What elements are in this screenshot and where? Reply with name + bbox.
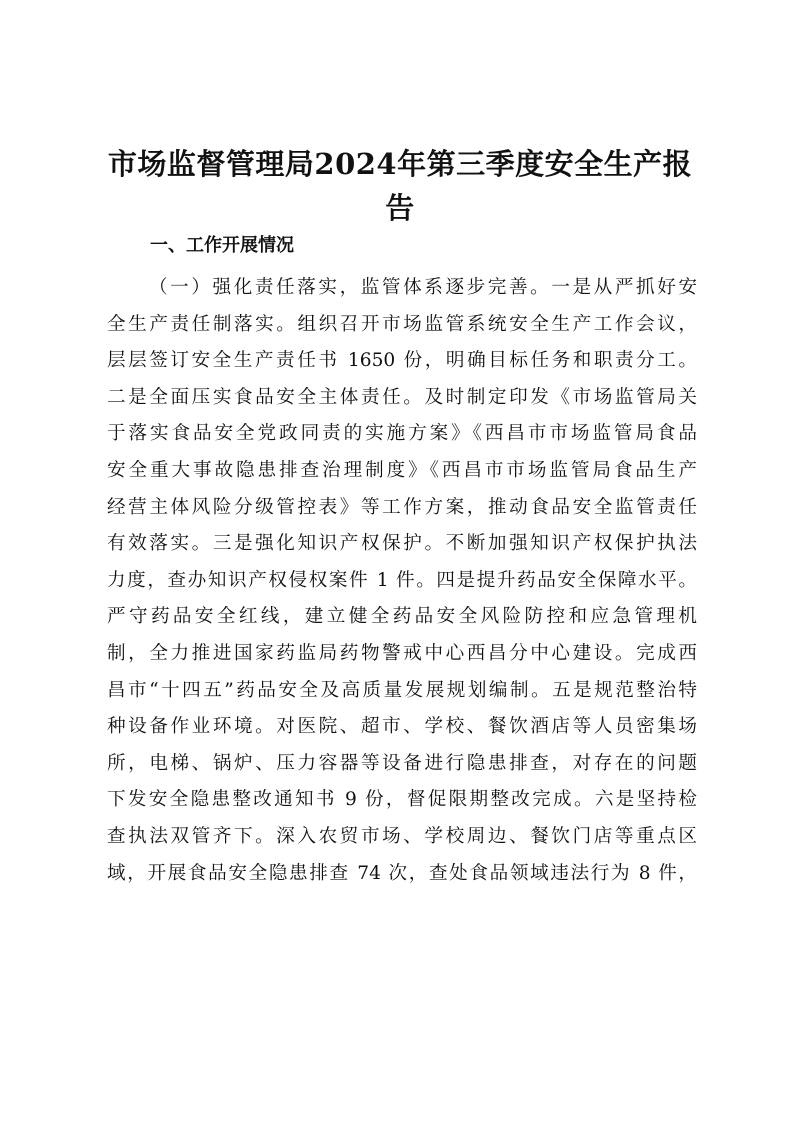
body-line: 制，全力推进国家药监局药物警戒中心西昌分中心建设。完成西 <box>107 642 697 664</box>
body-line: 种设备作业环境。对医院、超市、学校、餐饮酒店等人员密集场 <box>107 716 697 738</box>
body-line-text: 一是从严抓好安 <box>551 277 697 298</box>
body-line: 查执法双管齐下。深入农贸市场、学校周边、餐饮门店等重点区 <box>107 825 697 847</box>
body-line: 所，电梯、锅炉、压力容器等设备进行隐患排查，对存在的问题 <box>107 752 697 774</box>
section-heading: 一、工作开展情况 <box>150 235 294 256</box>
body-line: 经营主体风险分级管控表》等工作方案，推动食品安全监管责任 <box>107 496 697 518</box>
body-line: 于落实食品安全党政同责的实施方案》《西昌市市场监管局食品 <box>107 423 697 445</box>
body-line: 全生产责任制落实。组织召开市场监管系统安全生产工作会议， <box>107 313 697 335</box>
body-line: 域，开展食品安全隐患排查 74 次，查处食品领域违法行为 8 件， <box>107 862 697 884</box>
subsection-label: （一）强化责任落实，监管体系逐步完善。 <box>149 277 552 298</box>
body-line: 二是全面压实食品安全主体责任。及时制定印发《市场监管局关 <box>107 386 697 408</box>
document-title <box>100 142 700 230</box>
body-line: 力度，查办知识产权侵权案件 1 件。四是提升药品安全保障水平。 <box>107 569 697 591</box>
body-line: 安全重大事故隐患排查治理制度》《西昌市市场监管局食品生产 <box>107 459 697 481</box>
body-line: 有效落实。三是强化知识产权保护。不断加强知识产权保护执法 <box>107 533 697 555</box>
body-paragraph <box>107 270 697 892</box>
body-line <box>107 270 697 307</box>
title-line-2: 告 <box>385 191 415 225</box>
body-line: 严守药品安全红线，建立健全药品安全风险防控和应急管理机 <box>107 606 697 628</box>
title-line-1: 市场监督管理局2024年第三季度安全生产报 <box>107 147 693 181</box>
body-line: 昌市“十四五”药品安全及高质量发展规划编制。五是规范整治特 <box>107 679 697 701</box>
body-line: 层层签订安全生产责任书 1650 份，明确目标任务和职责分工。 <box>107 350 697 372</box>
body-line: 下发安全隐患整改通知书 9 份，督促限期整改完成。六是坚持检 <box>107 789 697 811</box>
